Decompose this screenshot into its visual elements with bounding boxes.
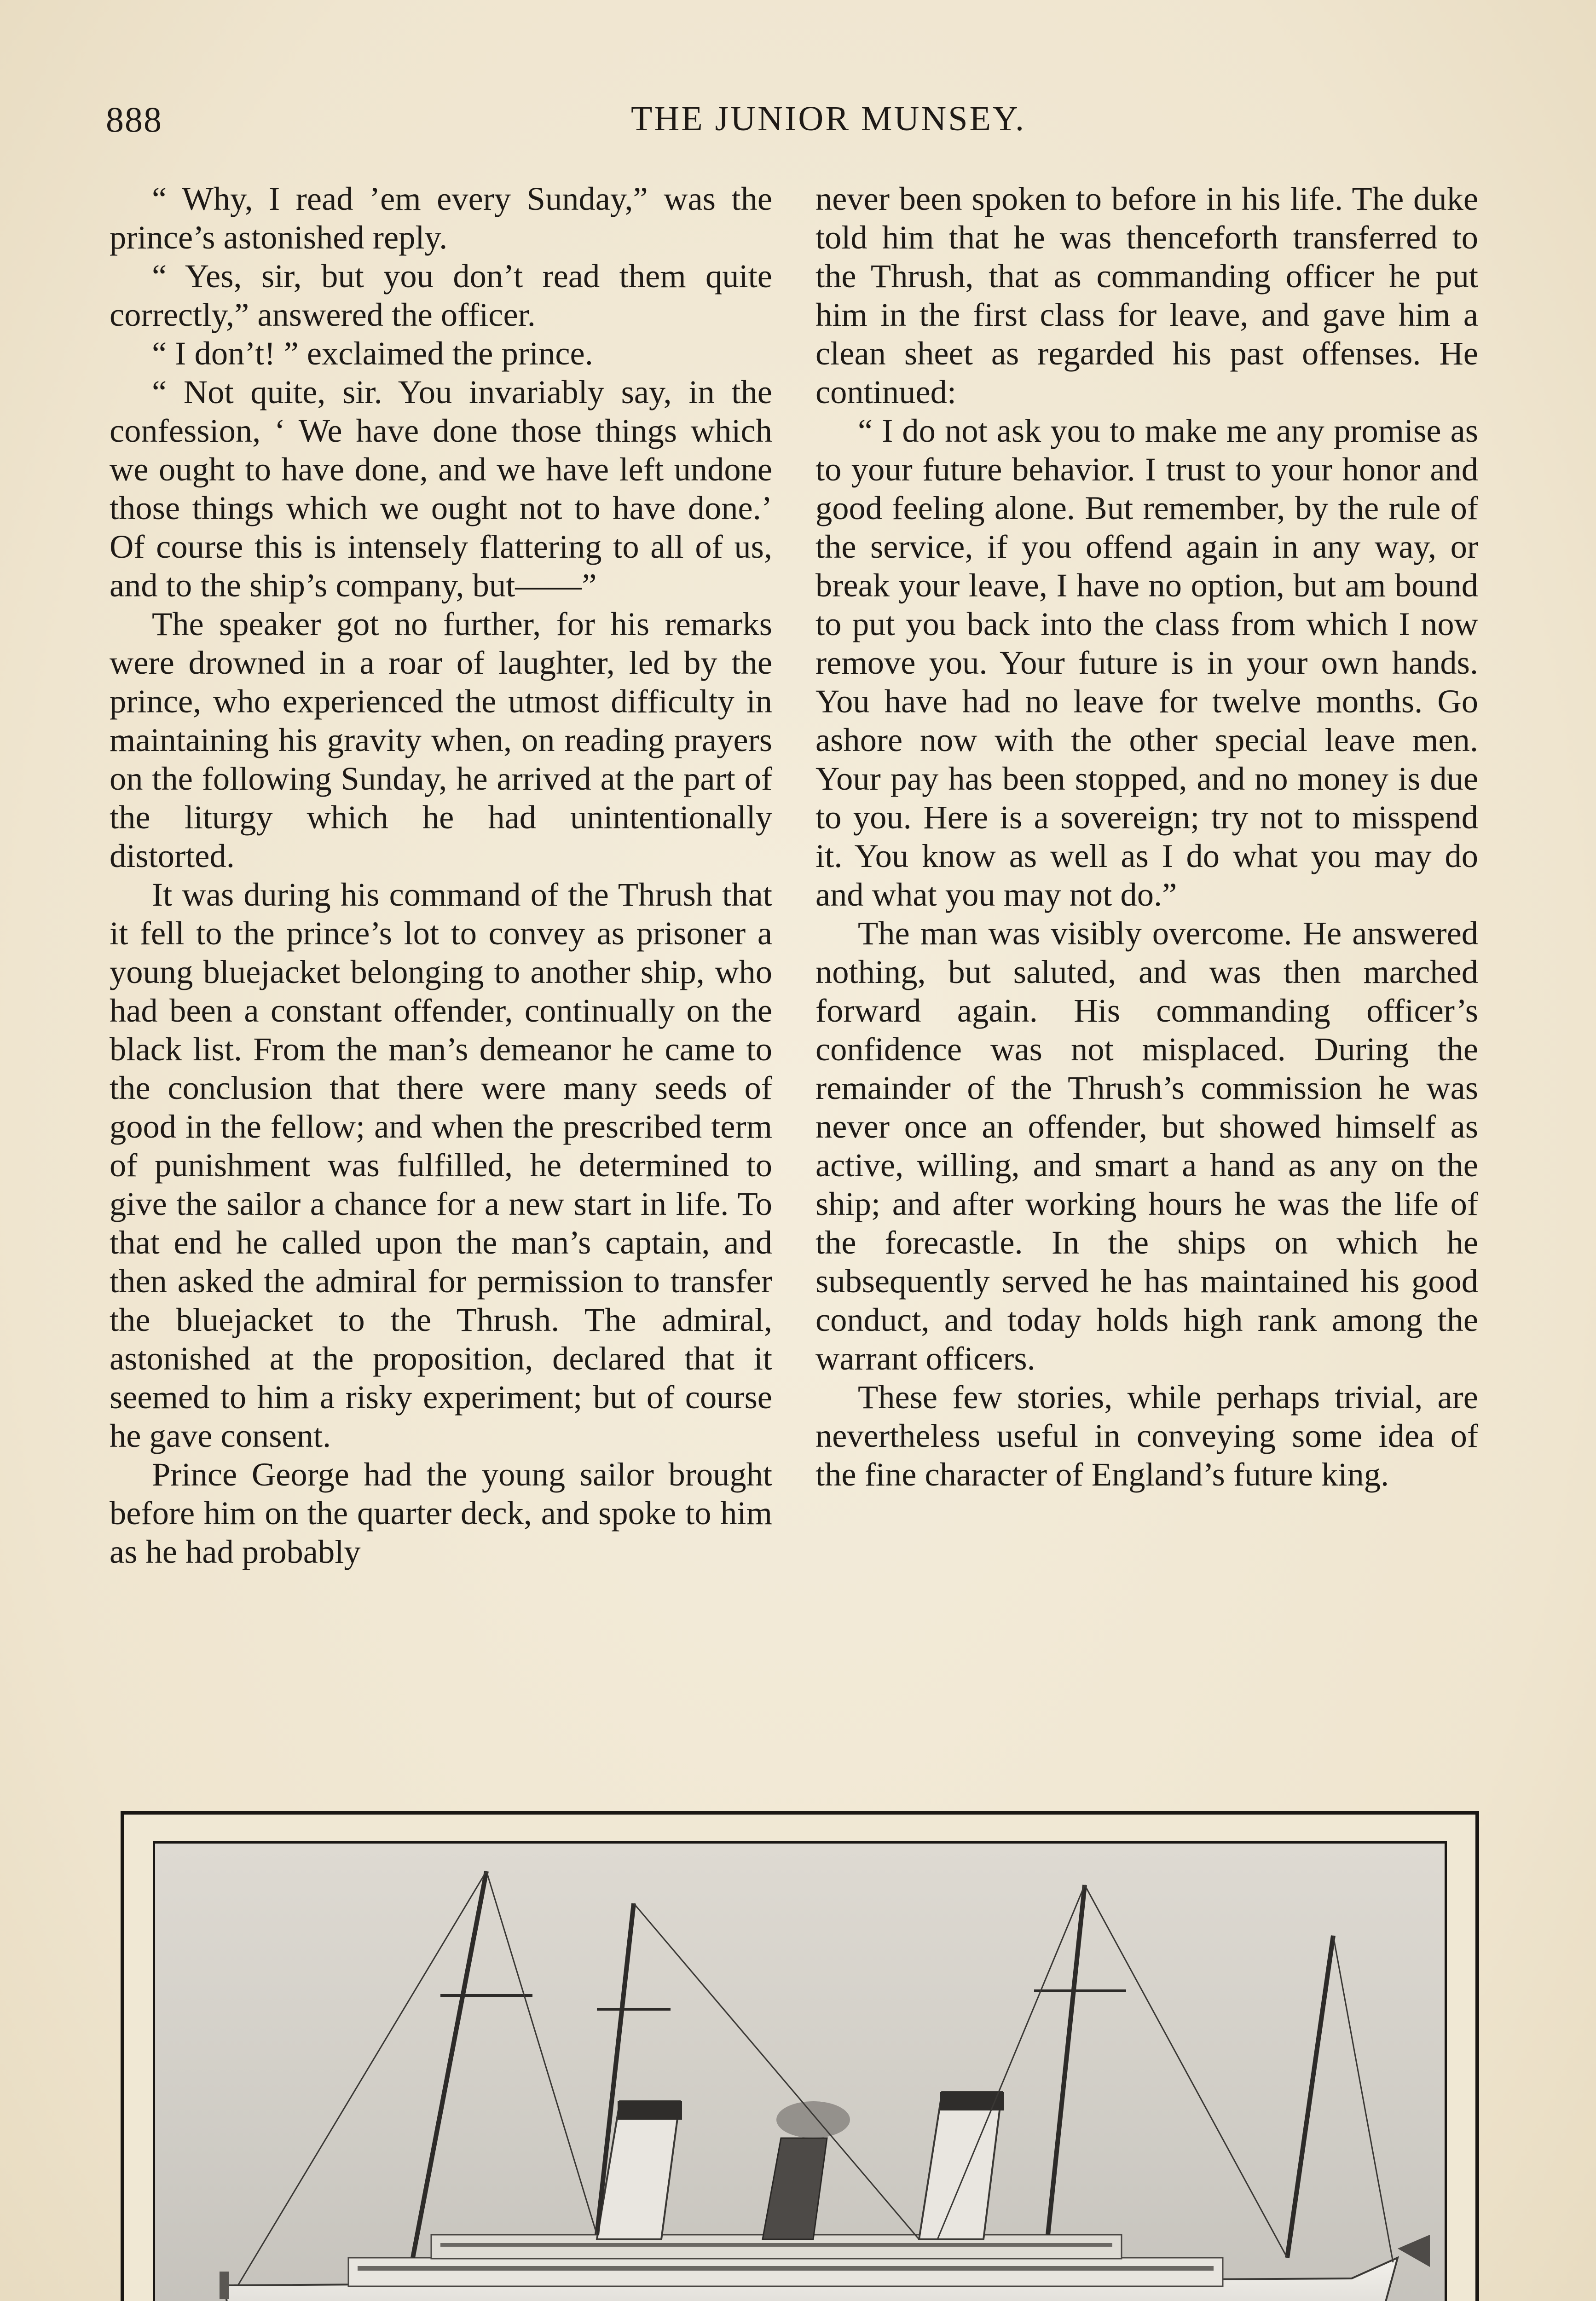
left-paragraph-1: “ Why, I read ’em every Sunday,” was the prince’s astonished reply. xyxy=(110,180,772,256)
left-paragraph-7: Prince George had the young sailor brought before him on the quarter deck, and spoke to him as he had probably xyxy=(110,1456,772,1570)
right-paragraph-1: “ I do not ask you to make me any promise as to your future behavior. I trust to your honor and good feeling alone. But remember, by the rule of the service, if you offend again in any way, or break your leave, I have no option, but am bound to put you back into the class from which I now remove you. Your future is in your own hands. You have had no leave for twelve months. Go ashore now with the other special leave men. Your pay has been stopped, and no money is due to you. Here is a sovereign; try not to misspend it. You know as well as I do what you may do and what you may not do.” xyxy=(815,412,1478,913)
steamer-illustration xyxy=(155,1844,1445,2301)
left-paragraph-2: “ Yes, sir, but you don’t read them quite correctly,” answered the officer. xyxy=(110,257,772,333)
left-paragraph-5: The speaker got no further, for his remarks were drowned in a roar of laughter, led by the prince, who experienced the utmost difficulty in maintaining his gravity when, on reading prayers on the following Sunday, he arrived at the part of the liturgy which he had unintentionally distorted. xyxy=(110,605,772,874)
right-paragraph-3: These few stories, while perhaps trivial, are nevertheless useful in conveying some idea of the fine character of England’s future king. xyxy=(815,1378,1478,1493)
right-paragraph-2: The man was visibly overcome. He answered nothing, but saluted, and was then marched forward again. His commanding officer’s confidence was not misplaced. During the remainder of the Thrush’s commission he was never once an offender, but showed himself as active, willing, and smart a hand as any on the ship; and after working hours he was the life of the forecastle. In the ships on which he subsequently served he has maintained his good conduct, and today holds high rank among the warrant officers. xyxy=(815,914,1478,1377)
left-paragraph-4: “ Not quite, sir. You invariably say, in the confession, ‘ We have done those things which we ought to have done, and we have left undone those things which we ought not to have done.’ Of course this is intensely flattering to all of us, and to the ship’s company, but——” xyxy=(110,373,772,604)
right-continuation: never been spoken to before in his life. The duke told him that he was thenceforth transferred to the Thrush, that as commanding officer he put him in the first class for leave, and gave him a clean sheet as regarded his past offenses. He continued: xyxy=(815,180,1478,410)
left-paragraph-3: “ I don’t! ” exclaimed the prince. xyxy=(152,335,593,372)
ship-photograph xyxy=(153,1841,1447,2301)
figure-frame xyxy=(121,1811,1479,2301)
page-number: 888 xyxy=(106,99,162,139)
right-column xyxy=(815,179,1478,1494)
left-column xyxy=(110,179,772,1571)
left-paragraph-6: It was during his command of the Thrush that it fell to the prince’s lot to convey as prisoner a young bluejacket belonging to another ship, who had been a constant offender, continually on the black list. From the man’s demeanor he came to the conclusion that there were many seeds of good in the fellow; and when the prescribed term of punishment was fulfilled, he determined to give the sailor a chance for a new start in life. To that end he called upon the man’s captain, and then asked the admiral for permission to transfer the bluejacket to the Thrush. The admiral, astonished at the proposition, declared that it seemed to him a risky experiment; but of course he gave consent. xyxy=(110,876,772,1454)
running-head: THE JUNIOR MUNSEY. xyxy=(630,99,1026,138)
